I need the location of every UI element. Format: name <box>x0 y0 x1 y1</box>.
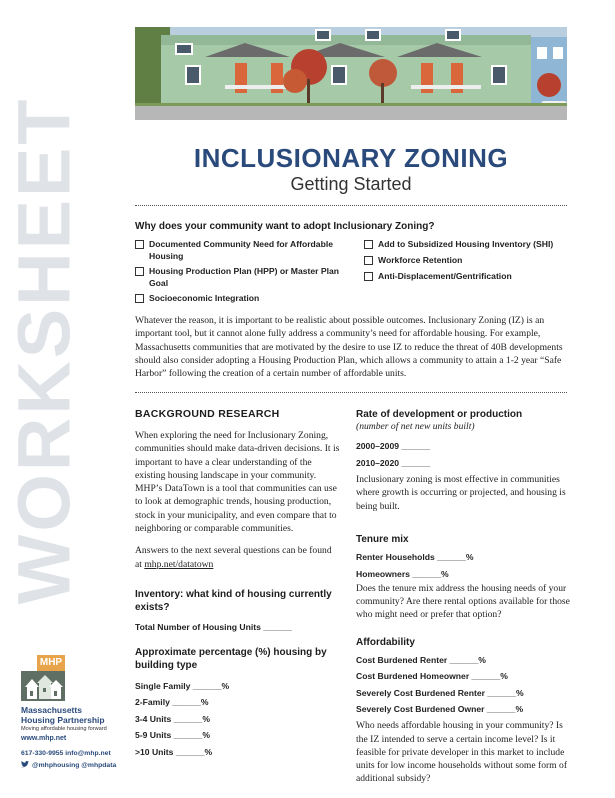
hero-image <box>135 27 567 120</box>
left-column <box>135 408 340 758</box>
building-type-field[interactable]: 3-4 Units ______% <box>135 713 210 724</box>
answers-prefix: Answers to the next several questions can be found at <box>135 545 332 570</box>
option-socioeconomic[interactable] <box>135 292 350 304</box>
divider-top <box>135 205 567 206</box>
social-text: @mhphousing @mhpdata <box>32 762 117 769</box>
page-subtitle: Getting Started <box>290 174 412 194</box>
option-label: Housing Production Plan (HPP) or Master Plan Goal <box>149 266 340 288</box>
affordability-field[interactable]: Cost Burdened Homeowner ______% <box>356 671 508 682</box>
background-research-heading: BACKGROUND RESEARCH <box>135 408 280 420</box>
sidebar-word: WORKSHEET <box>2 96 86 604</box>
sidebar-watermark <box>2 70 86 630</box>
option-community-need[interactable] <box>135 238 350 262</box>
inventory-heading: Inventory: what kind of housing currently exists? <box>135 588 332 613</box>
intro-paragraph: Whatever the reason, it is important to be realistic about possible outcomes. Inclusionary Zoning (IZ) is an important tool, but it cannot alone fully address a community’s need for affordable housing. For example, Massachusetts communities that are motivated by the desire to use IZ to reduce the threat of 40B developments should also consider adopting a Housing Production Plan, which allows a community to attain a 1-2 year “Safe Harbor” following the creation of a certain number of affordable units. <box>135 315 563 380</box>
checkbox[interactable] <box>364 240 373 249</box>
tenure-field[interactable]: Renter Households ______% <box>356 551 474 562</box>
option-label: Documented Community Need for Affordable Housing <box>149 239 333 261</box>
org-name-line2: Housing Partnership <box>21 714 105 725</box>
townhouse-illustration <box>135 27 567 120</box>
building-type-list <box>135 680 340 758</box>
affordability-list <box>356 654 570 716</box>
rate-heading: Rate of development or production <box>356 409 523 420</box>
building-type-field[interactable]: 5-9 Units ______% <box>135 730 210 741</box>
checkbox[interactable] <box>135 294 144 303</box>
datatown-link[interactable]: mhp.net/datatown <box>144 558 214 570</box>
option-workforce[interactable] <box>364 254 569 266</box>
rate-field[interactable]: 2000–2009 ______ <box>356 441 431 451</box>
page-title: INCLUSIONARY ZONING <box>193 143 509 173</box>
tagline: Moving affordable housing forward <box>21 726 107 732</box>
option-shi[interactable] <box>364 238 569 250</box>
option-label: Workforce Retention <box>378 255 463 265</box>
mhp-logo-badge: MHP <box>37 655 65 671</box>
option-anti-displacement[interactable] <box>364 270 569 282</box>
intro-options-right <box>364 238 569 282</box>
rate-subheading: (number of net new units built) <box>356 421 475 432</box>
right-column <box>356 408 570 786</box>
tenure-paragraph: Does the tenure mix address the housing needs of your community? Are there rental options available for those who might need or prefer that option? <box>356 582 570 621</box>
org-name <box>21 706 105 725</box>
website-link[interactable]: www.mhp.net <box>21 735 67 742</box>
social-handles[interactable] <box>21 761 116 770</box>
background-paragraph: When exploring the need for Inclusionary Zoning, communities should make data-driven decisions. It is important to have a clear understanding of the existing housing landscape in your community. MHP’s DataTown is a tool that communities can use to look at demographic trends, housing production, stock in your municipality, and even compare that to neighboring or comparable communities. <box>135 430 340 535</box>
rate-list <box>356 440 570 469</box>
affordability-paragraph: Who needs affordable housing in your community? Is the IZ intended to serve a certain income level? Is it feasible for private developer in this market to include units for low income households without some form of additional subsidy? <box>356 720 568 785</box>
houses-icon <box>21 671 65 701</box>
option-label: Add to Subsidized Housing Inventory (SHI) <box>378 239 554 249</box>
intro-question: Why does your community want to adopt Inclusionary Zoning? <box>135 221 435 232</box>
option-label: Socioeconomic Integration <box>149 293 260 303</box>
intro-options-left <box>135 238 350 304</box>
checkbox[interactable] <box>135 240 144 249</box>
divider-middle <box>135 392 567 393</box>
building-type-field[interactable]: Single Family ______% <box>135 680 230 691</box>
twitter-icon <box>21 761 29 770</box>
tenure-field[interactable]: Homeowners ______% <box>356 568 449 579</box>
affordability-heading: Affordability <box>356 636 415 648</box>
building-type-field[interactable]: >10 Units ______% <box>135 746 213 757</box>
tenure-heading: Tenure mix <box>356 533 409 545</box>
checkbox[interactable] <box>364 272 373 281</box>
rate-paragraph: Inclusionary zoning is most effective in communities where growth is occurring or projected, and housing is being built. <box>356 474 566 512</box>
percentage-heading: Approximate percentage (%) housing by building type <box>135 646 327 671</box>
affordability-field[interactable]: Severely Cost Burdened Owner ______% <box>356 704 524 715</box>
contact-info[interactable]: 617-330-9955 info@mhp.net <box>21 750 111 757</box>
answers-text <box>135 544 340 571</box>
option-label: Anti-Displacement/Gentrification <box>378 271 512 281</box>
rate-field[interactable]: 2010–2020 ______ <box>356 458 431 468</box>
org-name-line1: Massachusetts <box>21 705 82 715</box>
tenure-list <box>356 551 570 580</box>
checkbox[interactable] <box>364 256 373 265</box>
affordability-field[interactable]: Cost Burdened Renter ______% <box>356 654 486 665</box>
option-hpp[interactable] <box>135 265 350 289</box>
building-type-field[interactable]: 2-Family ______% <box>135 697 209 708</box>
affordability-field[interactable]: Severely Cost Burdened Renter ______% <box>356 687 524 698</box>
checkbox[interactable] <box>135 267 144 276</box>
total-units-field[interactable]: Total Number of Housing Units ______ <box>135 621 292 632</box>
